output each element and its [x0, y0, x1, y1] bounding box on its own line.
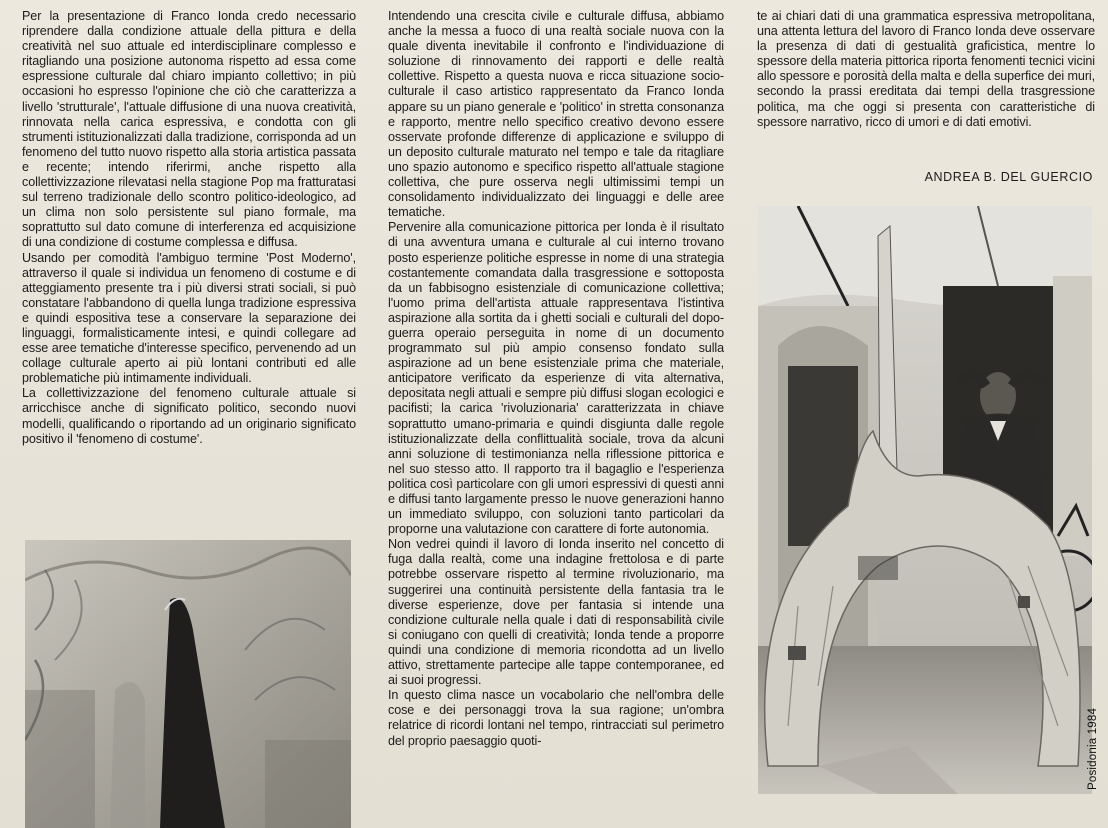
paragraph: te ai chiari dati di una grammatica espressiva metropolitana, una attenta lettura del lavoro di Franco Ionda deve osservare la presenza di dati di gestualità graficistica, mentre lo spessore della materia pittorica riporta fenomenti tecnici vicini allo spessore e porosità della malta e della superfice dei muri, secondo la prassi ereditata dai tempi della trasgressione politica, ma che oggi si presenta con caratteristiche di spessore narrativo, ricco di umori e di dati emotivi.: [757, 9, 1095, 129]
painting-image: [25, 540, 351, 828]
paragraph: La collettivizzazione del fenomeno culturale attuale si arricchisce anche di significato politico, secondo nuovi modelli, qualificando o riportando ad un originario significato positivo il 'fenomeno di costume'.: [22, 386, 356, 446]
article-column-1: [22, 9, 356, 519]
article-column-2: [388, 9, 724, 828]
paragraph: Pervenire alla comunicazione pittorica per Ionda è il risultato di una avventura umana e culturale al cui interno trovano posto esperienze politiche espresse in nome di una strategia costantemente comandata dalla trasgressione e sottoposta da un fabbisogno esistenziale di comunicazione collettiva; l'uomo prima dell'artista attuale rappresentava l'istintiva aspirazione alla sortita da i ghetti sociali e culturali del dopo-guerra operaio perseguita in nome di un documento programmato sul più ampio consenso fondato sulla aspirazione ad un bene esistenziale prima che materiale, anticipatore verificato da esperienze di vita alternativa, depositata negli attuali e sempre più diffusi slogan ecologici e pacifisti; la carica 'rivoluzionaria' caratterizzata in chiave soprattutto umano-primaria e quindi disgiunta dalle regole istituzionalizzate della conflittualità sociale, trova da alcuni anni soluzione di testimonianza nella riflessione pittorica e nel suo stesso atto. Il rapporto tra il bagaglio e l'esperienza politica così particolare con gli umori espressivi di questi anni e diffusi tanto largamente presso le nuove generazioni hanno un immediato sviluppo, con soluzioni tanto particolari da proporne una valutazione con carattere di forte autonomia.: [388, 220, 724, 537]
article-column-3: [757, 9, 1095, 169]
author-signature: ANDREA B. DEL GUERCIO: [924, 170, 1093, 184]
photo-credit: Posidonia 1984: [1087, 707, 1099, 790]
paragraph: Per la presentazione di Franco Ionda credo necessario riprendere dalla condizione attuale della pittura e della creatività nel suo attuale ed interdisciplinare complesso e ritagliando una posizione autonoma rispetto ad essa come espressione culturale dal chiaro impianto collettivo; in più occasioni ho espresso l'opinione che ciò che caratterizza a livello 'strutturale', l'attuale diffusione di una nuova creatività, rinnovata nella carica espressiva, e condotta con gli strumenti istituzionalizzati dalla tradizione, corrisponda ad un fenomeno del tutto nuovo rispetto alla storia artistica passata e recente; intendo riferirmi, anche rispetto alla collettivizzazione rilevatasi nella stagione Pop ma fratturatasi sul terreno tradizionale dello scontro politico-ideologico, ad un clima non solo persistente sul piano formale, ma soprattutto sul dato comune di interferenza ed acquisizione di una condizione di costume complessa e diffusa.: [22, 9, 356, 250]
paragraph: Intendendo una crescita civile e culturale diffusa, abbiamo anche la messa a fuoco di una realtà sociale nuova con la quale diventa inevitabile il confronto e l'individuazione di soluzione di rinnovamento dei rapporti e delle realtà collettive. Rispetto a questa nuova e ricca situazione socio-culturale il caso artistico rappresentato da Franco Ionda appare su un piano generale e 'politico' in stretta consonanza e rapporto, mentre nello specifico creativo devono essere osservate profonde differenze di applicazione e sviluppo di un deposito culturale maturato nel tempo e tale da ritagliare uno spazio autonomo e specifico rispetto all'attuale stagione collettiva, che pure osserva negli ultimissimi tempi un consolidamento individualizzato dei linguaggi e delle aree tematiche.: [388, 9, 724, 220]
paragraph: Usando per comodità l'ambiguo termine 'Post Moderno', attraverso il quale si individua un fenomeno di costume e di atteggiamento presente tra i più diversi strati sociali, si può constatare l'abbandono di quella lunga tradizione espressiva e quindi espositiva tese a conservare la separazione dei linguaggi, formalisticamente intesi, e quindi collegare ad esse aree tematiche d'interesse specifico, pervenendo ad un collage culturale aperto ai più lontani contributi ed alle problematiche più intimamente individuali.: [22, 250, 356, 386]
artist-photo: [758, 206, 1092, 794]
paragraph: Non vedrei quindi il lavoro di Ionda inserito nel concetto di fuga dalla realtà, come una indagine frettolosa e di parte potrebbe osservare rispetto al termine rivoluzionario, ma suggerirei una continuità persistente della fantasia tra le diverse esperienze, dove per fantasia si intende una condizione culturale nella quale i dati di responsabilità civile si coniugano con quelli di creatività; Ionda tende a proporre quindi una condizione di memoria ricondotta ad un livello attivo, strettamente partecipe alle tappe contemporanee, ed ai suoi progressi.: [388, 537, 724, 688]
paragraph: In questo clima nasce un vocabolario che nell'ombra delle cose e dei personaggi trova la sua ragione; un'ombra relatrice di ricordi lontani nel tempo, rintracciati sul perimetro del proprio paesaggio quoti-: [388, 688, 724, 748]
